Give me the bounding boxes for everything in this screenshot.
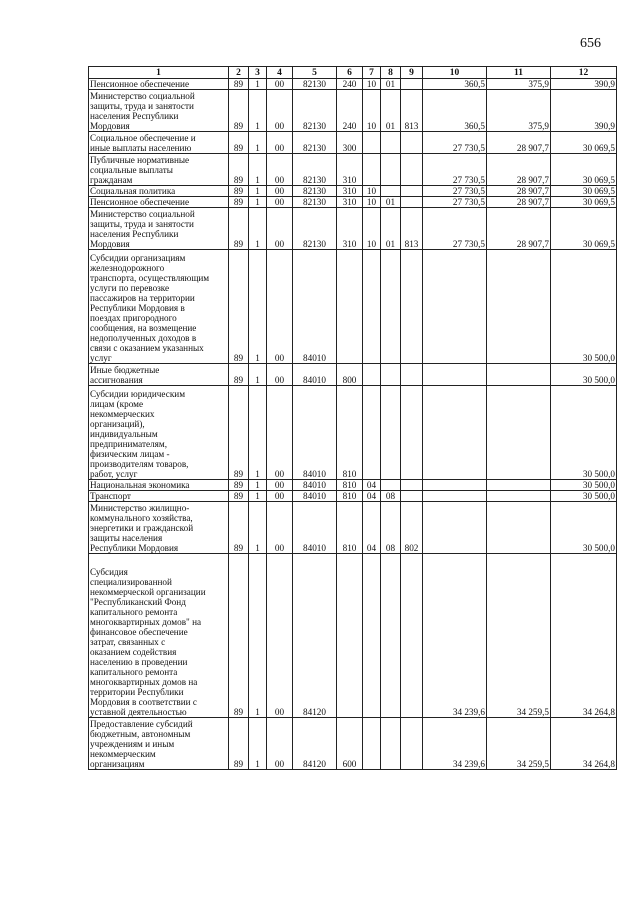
code-cell: 00 [267, 90, 293, 132]
row-name-cell: Национальная экономика [89, 480, 229, 491]
amount-cell [487, 364, 551, 386]
amount-cell: 27 730,5 [423, 132, 487, 154]
code-cell [401, 250, 423, 364]
code-cell: 89 [229, 79, 249, 90]
amount-cell [487, 491, 551, 502]
code-cell: 1 [249, 250, 267, 364]
code-cell [381, 250, 401, 364]
code-cell [337, 250, 363, 364]
code-cell: 1 [249, 480, 267, 491]
code-cell: 10 [363, 197, 381, 208]
amount-cell: 34 239,6 [423, 718, 487, 770]
code-cell [401, 554, 423, 718]
amount-cell: 34 259,5 [487, 718, 551, 770]
amount-cell [423, 480, 487, 491]
code-cell: 01 [381, 197, 401, 208]
code-cell: 1 [249, 554, 267, 718]
row-name-cell: Транспорт [89, 491, 229, 502]
code-cell: 310 [337, 154, 363, 186]
amount-cell: 34 264,8 [551, 554, 617, 718]
budget-table [88, 66, 617, 770]
code-cell: 84010 [293, 480, 337, 491]
code-cell [401, 186, 423, 197]
code-cell: 813 [401, 90, 423, 132]
code-cell: 00 [267, 502, 293, 554]
code-cell: 82130 [293, 186, 337, 197]
code-cell: 10 [363, 79, 381, 90]
column-header: 5 [293, 67, 337, 79]
code-cell [381, 480, 401, 491]
code-cell: 82130 [293, 90, 337, 132]
code-cell [401, 480, 423, 491]
code-cell: 84120 [293, 718, 337, 770]
code-cell: 84010 [293, 250, 337, 364]
code-cell [363, 554, 381, 718]
code-cell: 1 [249, 90, 267, 132]
code-cell: 08 [381, 491, 401, 502]
code-cell: 240 [337, 79, 363, 90]
code-cell: 1 [249, 208, 267, 250]
code-cell: 01 [381, 90, 401, 132]
code-cell: 1 [249, 154, 267, 186]
code-cell: 00 [267, 154, 293, 186]
row-name-cell: Предоставление субсидий бюджетным, автономным учреждениям и иным некоммерческим организациям [89, 718, 229, 770]
table-body [89, 79, 617, 770]
code-cell [363, 154, 381, 186]
code-cell: 84010 [293, 364, 337, 386]
amount-cell: 28 907,7 [487, 186, 551, 197]
table-row [89, 132, 617, 154]
code-cell: 89 [229, 502, 249, 554]
code-cell [401, 718, 423, 770]
table-header-row [89, 67, 617, 79]
row-name-cell: Иные бюджетные ассигнования [89, 364, 229, 386]
table-row [89, 480, 617, 491]
code-cell: 89 [229, 364, 249, 386]
column-header: 12 [551, 67, 617, 79]
row-name-cell: Субсидии юридическим лицам (кроме некоммерческих организаций), индивидуальным предпринимателям, физическим лицам - производителям товаров, работ, услуг [89, 386, 229, 480]
code-cell: 310 [337, 197, 363, 208]
amount-cell: 30 500,0 [551, 250, 617, 364]
table-row [89, 186, 617, 197]
amount-cell [423, 502, 487, 554]
amount-cell [487, 502, 551, 554]
table-row [89, 491, 617, 502]
code-cell: 310 [337, 186, 363, 197]
table-row [89, 79, 617, 90]
code-cell: 89 [229, 186, 249, 197]
row-name-cell: Министерство социальной защиты, труда и занятости населения Республики Мордовия [89, 208, 229, 250]
code-cell: 89 [229, 90, 249, 132]
code-cell: 00 [267, 186, 293, 197]
code-cell: 89 [229, 208, 249, 250]
row-name-cell: Субсидии организациям железнодорожного транспорта, осуществляющим услуги по перевозке пассажиров на территории Республики Мордовия в поездах пригородного сообщения, на возмещение недополученных доходов в связи с оказанием указанных услуг [89, 250, 229, 364]
code-cell: 310 [337, 208, 363, 250]
code-cell: 89 [229, 554, 249, 718]
table-row [89, 197, 617, 208]
code-cell: 00 [267, 491, 293, 502]
code-cell [401, 491, 423, 502]
amount-cell: 360,5 [423, 79, 487, 90]
code-cell [381, 132, 401, 154]
code-cell [401, 132, 423, 154]
page-number: 656 [580, 36, 601, 51]
code-cell [401, 386, 423, 480]
amount-cell: 30 069,5 [551, 154, 617, 186]
code-cell: 01 [381, 208, 401, 250]
row-name-cell: Пенсионное обеспечение [89, 79, 229, 90]
code-cell: 82130 [293, 79, 337, 90]
amount-cell [487, 480, 551, 491]
amount-cell: 34 264,8 [551, 718, 617, 770]
code-cell: 00 [267, 132, 293, 154]
amount-cell: 27 730,5 [423, 208, 487, 250]
code-cell [363, 386, 381, 480]
column-header: 4 [267, 67, 293, 79]
code-cell: 84120 [293, 554, 337, 718]
amount-cell: 390,9 [551, 90, 617, 132]
code-cell: 813 [401, 208, 423, 250]
table-row [89, 554, 617, 718]
code-cell: 1 [249, 491, 267, 502]
code-cell: 89 [229, 197, 249, 208]
code-cell: 810 [337, 480, 363, 491]
code-cell: 240 [337, 90, 363, 132]
code-cell: 00 [267, 554, 293, 718]
column-header: 9 [401, 67, 423, 79]
code-cell: 1 [249, 386, 267, 480]
code-cell: 1 [249, 364, 267, 386]
column-header: 11 [487, 67, 551, 79]
code-cell: 00 [267, 718, 293, 770]
code-cell [381, 154, 401, 186]
code-cell: 1 [249, 132, 267, 154]
amount-cell: 30 069,5 [551, 208, 617, 250]
code-cell: 84010 [293, 502, 337, 554]
table-row [89, 386, 617, 480]
code-cell: 82130 [293, 208, 337, 250]
row-name-cell: Социальное обеспечение и иные выплаты населению [89, 132, 229, 154]
column-header: 1 [89, 67, 229, 79]
code-cell: 810 [337, 502, 363, 554]
column-header: 6 [337, 67, 363, 79]
code-cell [381, 554, 401, 718]
code-cell: 84010 [293, 386, 337, 480]
code-cell: 89 [229, 491, 249, 502]
amount-cell [487, 250, 551, 364]
code-cell [381, 386, 401, 480]
code-cell: 89 [229, 718, 249, 770]
table-row [89, 250, 617, 364]
code-cell [381, 718, 401, 770]
code-cell: 10 [363, 90, 381, 132]
amount-cell: 30 069,5 [551, 197, 617, 208]
code-cell: 82130 [293, 197, 337, 208]
code-cell [363, 132, 381, 154]
code-cell: 00 [267, 197, 293, 208]
code-cell [401, 154, 423, 186]
code-cell: 1 [249, 79, 267, 90]
code-cell: 82130 [293, 132, 337, 154]
row-name-cell: Субсидия специализированной некоммерческой организации "Республиканский Фонд капитального ремонта многоквартирных домов" на финансовое обеспечение затрат, связанных с оказанием содействия населению в проведении капитального ремонта многоквартирных домов на территории Республики Мордовия в соответствии с уставной деятельностью [89, 554, 229, 718]
amount-cell: 30 069,5 [551, 132, 617, 154]
code-cell: 89 [229, 386, 249, 480]
code-cell: 800 [337, 364, 363, 386]
amount-cell: 30 069,5 [551, 186, 617, 197]
column-header: 7 [363, 67, 381, 79]
code-cell: 82130 [293, 154, 337, 186]
code-cell: 89 [229, 154, 249, 186]
column-header: 8 [381, 67, 401, 79]
amount-cell: 390,9 [551, 79, 617, 90]
code-cell [363, 364, 381, 386]
code-cell: 00 [267, 480, 293, 491]
table-row [89, 154, 617, 186]
code-cell: 04 [363, 502, 381, 554]
table-row [89, 90, 617, 132]
code-cell [401, 364, 423, 386]
amount-cell: 28 907,7 [487, 132, 551, 154]
code-cell [401, 79, 423, 90]
code-cell: 10 [363, 208, 381, 250]
code-cell: 600 [337, 718, 363, 770]
code-cell: 01 [381, 79, 401, 90]
column-header: 10 [423, 67, 487, 79]
amount-cell: 30 500,0 [551, 491, 617, 502]
table-row [89, 364, 617, 386]
table-row [89, 502, 617, 554]
amount-cell: 30 500,0 [551, 502, 617, 554]
amount-cell: 360,5 [423, 90, 487, 132]
code-cell: 00 [267, 208, 293, 250]
amount-cell: 34 239,6 [423, 554, 487, 718]
code-cell: 08 [381, 502, 401, 554]
amount-cell [487, 386, 551, 480]
amount-cell: 30 500,0 [551, 386, 617, 480]
code-cell: 10 [363, 186, 381, 197]
code-cell: 1 [249, 502, 267, 554]
code-cell: 04 [363, 491, 381, 502]
code-cell: 810 [337, 491, 363, 502]
row-name-cell: Министерство социальной защиты, труда и занятости населения Республики Мордовия [89, 90, 229, 132]
amount-cell [423, 386, 487, 480]
amount-cell: 30 500,0 [551, 364, 617, 386]
code-cell: 1 [249, 186, 267, 197]
amount-cell: 30 500,0 [551, 480, 617, 491]
code-cell: 89 [229, 250, 249, 364]
amount-cell: 34 259,5 [487, 554, 551, 718]
code-cell [381, 186, 401, 197]
code-cell: 00 [267, 386, 293, 480]
amount-cell: 27 730,5 [423, 197, 487, 208]
row-name-cell: Министерство жилищно- коммунального хозяйства, энергетики и гражданской защиты населения Республики Мордовия [89, 502, 229, 554]
amount-cell [423, 250, 487, 364]
code-cell: 1 [249, 197, 267, 208]
code-cell: 04 [363, 480, 381, 491]
code-cell: 00 [267, 79, 293, 90]
amount-cell: 375,9 [487, 90, 551, 132]
row-name-cell: Пенсионное обеспечение [89, 197, 229, 208]
code-cell [401, 197, 423, 208]
code-cell [363, 718, 381, 770]
code-cell [363, 250, 381, 364]
amount-cell: 27 730,5 [423, 186, 487, 197]
code-cell [381, 364, 401, 386]
amount-cell: 28 907,7 [487, 197, 551, 208]
code-cell: 300 [337, 132, 363, 154]
code-cell: 89 [229, 132, 249, 154]
code-cell [337, 554, 363, 718]
code-cell: 00 [267, 250, 293, 364]
code-cell: 810 [337, 386, 363, 480]
code-cell: 00 [267, 364, 293, 386]
code-cell: 1 [249, 718, 267, 770]
amount-cell: 27 730,5 [423, 154, 487, 186]
code-cell: 89 [229, 480, 249, 491]
amount-cell: 28 907,7 [487, 208, 551, 250]
table-row [89, 718, 617, 770]
amount-cell [423, 364, 487, 386]
column-header: 2 [229, 67, 249, 79]
code-cell: 802 [401, 502, 423, 554]
amount-cell: 375,9 [487, 79, 551, 90]
row-name-cell: Социальная политика [89, 186, 229, 197]
row-name-cell: Публичные нормативные социальные выплаты гражданам [89, 154, 229, 186]
column-header: 3 [249, 67, 267, 79]
code-cell: 84010 [293, 491, 337, 502]
amount-cell [423, 491, 487, 502]
amount-cell: 28 907,7 [487, 154, 551, 186]
table-row [89, 208, 617, 250]
